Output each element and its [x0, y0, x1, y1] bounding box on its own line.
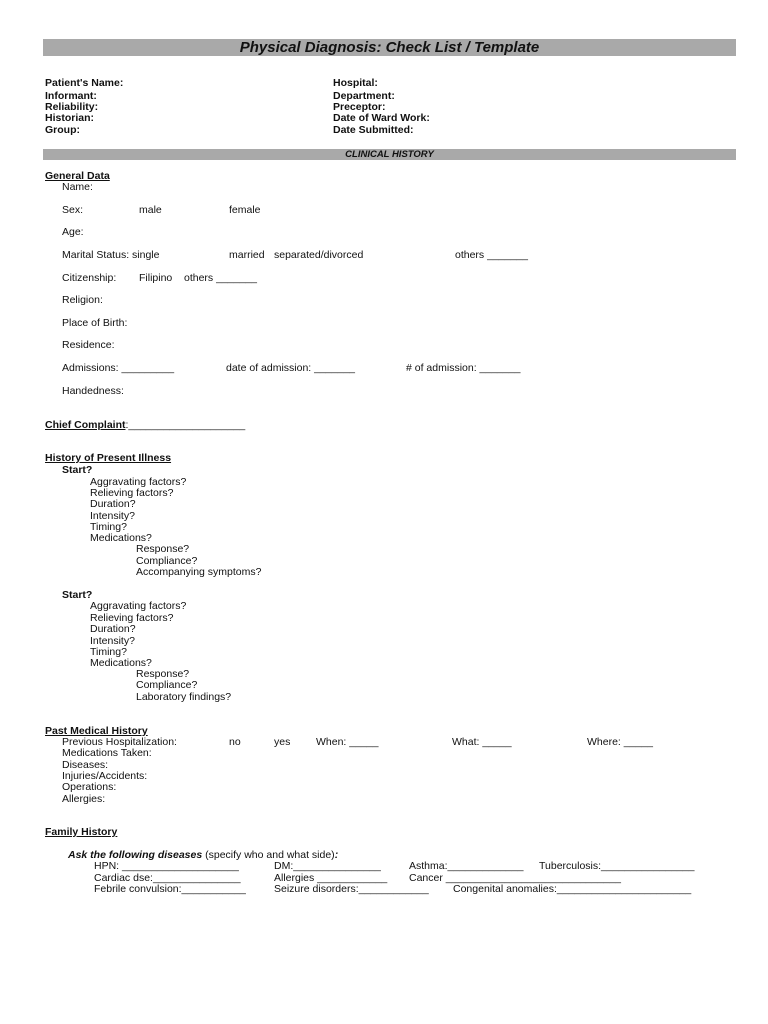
group-label: Group:	[45, 124, 80, 136]
hpi-subitem: Response?	[136, 668, 190, 680]
date-of-admission-label: date of admission: _______	[226, 362, 356, 374]
historian-label: Historian:	[45, 112, 95, 124]
hospitalization-where: Where: _____	[587, 736, 653, 748]
hospitalization-what: What: _____	[452, 736, 512, 748]
hpi-item: Aggravating factors?	[90, 600, 187, 612]
hpi-subitem: Accompanying symptoms?	[136, 566, 262, 578]
hpi-item: Timing?	[90, 521, 127, 533]
hospitalization-option-yes: yes	[274, 736, 291, 748]
hospital-label: Hospital:	[333, 77, 378, 89]
hospitalization-when: When: _____	[316, 736, 379, 748]
fh-tuberculosis: Tuberculosis:________________	[539, 860, 695, 872]
hpi-start-1: Start?	[62, 464, 93, 476]
diseases-label: Diseases:	[62, 759, 109, 771]
date-submitted-label: Date Submitted:	[333, 124, 414, 136]
sex-option-male: male	[139, 204, 162, 216]
citizenship-label: Citizenship:	[62, 272, 117, 284]
hpi-item: Duration?	[90, 623, 136, 635]
hpi-item: Aggravating factors?	[90, 476, 187, 488]
fh-congenital-anomalies: Congenital anomalies:_______________________	[453, 883, 692, 895]
reliability-label: Reliability:	[45, 101, 99, 113]
hpi-start-2: Start?	[62, 589, 93, 601]
name-label: Name:	[62, 181, 93, 193]
hpi-heading: History of Present Illness	[45, 452, 172, 464]
instruction-rest: (specify who and what side)	[202, 849, 335, 861]
operations-label: Operations:	[62, 781, 117, 793]
page-title: Physical Diagnosis: Check List / Template	[43, 39, 736, 56]
marital-option-married: married	[229, 249, 265, 261]
hpi-item: Intensity?	[90, 510, 135, 522]
citizenship-option-others: others _______	[184, 272, 257, 284]
fh-allergies: Allergies ____________	[274, 872, 388, 884]
sex-label: Sex:	[62, 204, 84, 216]
fh-cancer: Cancer ______________________________	[409, 872, 621, 884]
hpi-subitem: Laboratory findings?	[136, 691, 232, 703]
marital-status-label: Marital Status: single	[62, 249, 160, 261]
chief-complaint-label: Chief Complaint	[45, 419, 126, 431]
hpi-subitem: Compliance?	[136, 555, 198, 567]
fh-dm: DM:_______________	[274, 860, 381, 872]
ward-work-date-label: Date of Ward Work:	[333, 112, 430, 124]
family-history-heading: Family History	[45, 826, 118, 838]
fh-seizure-disorders: Seizure disorders:____________	[274, 883, 429, 895]
previous-hospitalization-label: Previous Hospitalization:	[62, 736, 177, 748]
hpi-item: Medications?	[90, 532, 152, 544]
hpi-item: Intensity?	[90, 635, 135, 647]
clinical-history-bar: CLINICAL HISTORY	[43, 149, 736, 160]
place-of-birth-label: Place of Birth:	[62, 317, 128, 329]
marital-option-separated: separated/divorced	[274, 249, 364, 261]
chief-complaint	[45, 419, 245, 431]
hpi-subitem: Compliance?	[136, 679, 198, 691]
general-data-heading: General Data	[45, 170, 110, 182]
informant-label: Informant:	[45, 90, 97, 102]
religion-label: Religion:	[62, 294, 103, 306]
medications-taken-label: Medications Taken:	[62, 747, 152, 759]
hpi-item: Relieving factors?	[90, 612, 174, 624]
preceptor-label: Preceptor:	[333, 101, 386, 113]
citizenship-option-filipino: Filipino	[139, 272, 173, 284]
fh-febrile-convulsion: Febrile convulsion:___________	[94, 883, 246, 895]
instruction-colon: :	[334, 849, 339, 861]
sex-option-female: female	[229, 204, 261, 216]
hospitalization-option-no: no	[229, 736, 241, 748]
instruction-emphasis: Ask the following diseases	[68, 849, 203, 861]
fh-asthma: Asthma:_____________	[409, 860, 524, 872]
hpi-item: Relieving factors?	[90, 487, 174, 499]
hpi-item: Duration?	[90, 498, 136, 510]
hpi-item: Medications?	[90, 657, 152, 669]
allergies-label: Allergies:	[62, 793, 106, 805]
number-of-admission-label: # of admission: _______	[406, 362, 521, 374]
department-label: Department:	[333, 90, 395, 102]
hpi-item: Timing?	[90, 646, 127, 658]
handedness-label: Handedness:	[62, 385, 124, 397]
admissions-label: Admissions: _________	[62, 362, 175, 374]
chief-complaint-line: :____________________	[125, 419, 246, 431]
residence-label: Residence:	[62, 339, 115, 351]
injuries-label: Injuries/Accidents:	[62, 770, 148, 782]
marital-option-others: others _______	[455, 249, 528, 261]
patient-name-label: Patient's Name:	[45, 77, 124, 89]
fh-cardiac: Cardiac dse:_______________	[94, 872, 241, 884]
hpi-subitem: Response?	[136, 543, 190, 555]
pmh-heading: Past Medical History	[45, 725, 148, 737]
fh-hpn: HPN: ____________________	[94, 860, 239, 872]
age-label: Age:	[62, 226, 84, 238]
